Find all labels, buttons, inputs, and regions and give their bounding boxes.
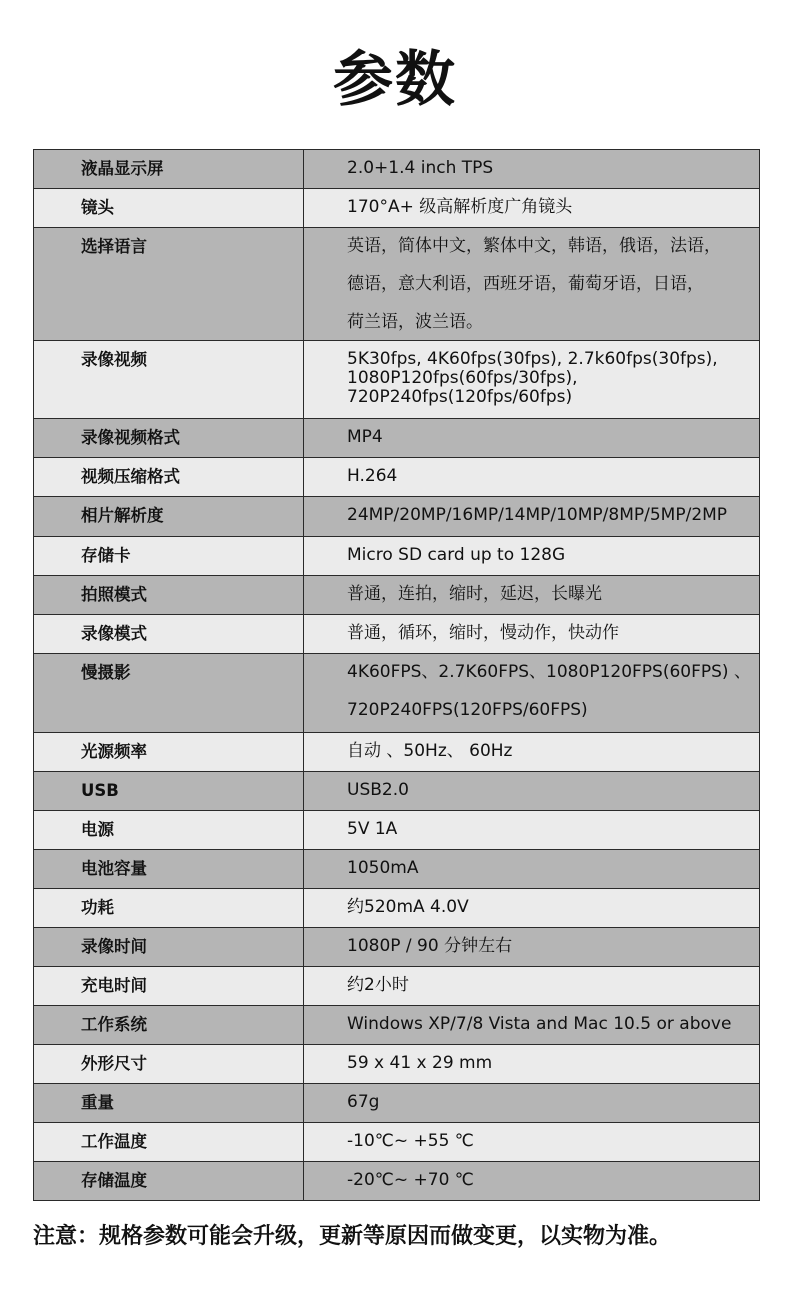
spec-value bbox=[304, 228, 760, 341]
spec-value-line: MP4 bbox=[347, 427, 383, 447]
spec-value-line: -20℃~ +70 ℃ bbox=[347, 1170, 474, 1190]
spec-row bbox=[34, 1123, 760, 1162]
spec-value-line: 德语，意大利语，西班牙语，葡萄牙语，日语， bbox=[347, 274, 704, 294]
spec-row bbox=[34, 1045, 760, 1084]
spec-label: 光源频率 bbox=[34, 733, 304, 772]
spec-row bbox=[34, 967, 760, 1006]
spec-value bbox=[304, 497, 760, 537]
spec-row bbox=[34, 889, 760, 928]
spec-row bbox=[34, 654, 760, 733]
spec-label: USB bbox=[34, 772, 304, 811]
spec-value-line: 约520mA 4.0V bbox=[347, 897, 469, 917]
spec-row bbox=[34, 419, 760, 458]
spec-value-line: 24MP/20MP/16MP/14MP/10MP/8MP/5MP/2MP bbox=[347, 505, 728, 525]
spec-value bbox=[304, 967, 760, 1006]
spec-row bbox=[34, 1162, 760, 1201]
spec-value bbox=[304, 341, 760, 419]
spec-label: 视频压缩格式 bbox=[34, 458, 304, 497]
spec-value bbox=[304, 1045, 760, 1084]
spec-value bbox=[304, 537, 760, 576]
spec-row bbox=[34, 341, 760, 419]
spec-value bbox=[304, 1084, 760, 1123]
spec-value bbox=[304, 1123, 760, 1162]
spec-value-line: H.264 bbox=[347, 466, 398, 486]
spec-value bbox=[304, 654, 760, 733]
spec-value-line: Micro SD card up to 128G bbox=[347, 545, 566, 565]
spec-row bbox=[34, 733, 760, 772]
spec-label: 电池容量 bbox=[34, 850, 304, 889]
spec-label: 功耗 bbox=[34, 889, 304, 928]
spec-label: 重量 bbox=[34, 1084, 304, 1123]
spec-value-line: 自动 、50Hz、 60Hz bbox=[347, 741, 513, 761]
spec-label: 存储卡 bbox=[34, 537, 304, 576]
spec-table bbox=[33, 149, 760, 1201]
spec-row bbox=[34, 1006, 760, 1045]
spec-label: 电源 bbox=[34, 811, 304, 850]
spec-label: 录像时间 bbox=[34, 928, 304, 967]
spec-value bbox=[304, 850, 760, 889]
disclaimer-note: 注意：规格参数可能会升级，更新等原因而做变更，以实物为准。 bbox=[33, 1224, 672, 1249]
spec-value bbox=[304, 811, 760, 850]
spec-label: 镜头 bbox=[34, 189, 304, 228]
spec-value bbox=[304, 1162, 760, 1201]
spec-value-line: 720P240FPS(120FPS/60FPS) bbox=[347, 700, 588, 720]
spec-label: 外形尺寸 bbox=[34, 1045, 304, 1084]
spec-row bbox=[34, 928, 760, 967]
spec-row bbox=[34, 576, 760, 615]
spec-value-line: 5V 1A bbox=[347, 819, 398, 839]
spec-row bbox=[34, 1084, 760, 1123]
spec-value-line: 67g bbox=[347, 1092, 380, 1112]
spec-value bbox=[304, 1006, 760, 1045]
spec-row bbox=[34, 150, 760, 189]
spec-label: 录像模式 bbox=[34, 615, 304, 654]
spec-row bbox=[34, 497, 760, 537]
spec-value bbox=[304, 889, 760, 928]
spec-value bbox=[304, 419, 760, 458]
spec-label: 充电时间 bbox=[34, 967, 304, 1006]
spec-label: 工作温度 bbox=[34, 1123, 304, 1162]
spec-value bbox=[304, 772, 760, 811]
spec-value-line: -10℃~ +55 ℃ bbox=[347, 1131, 474, 1151]
spec-value-line: 4K60FPS、2.7K60FPS、1080P120FPS(60FPS) 、 bbox=[347, 662, 751, 682]
spec-label: 慢摄影 bbox=[34, 654, 304, 733]
spec-label: 录像视频格式 bbox=[34, 419, 304, 458]
spec-label: 拍照模式 bbox=[34, 576, 304, 615]
spec-value bbox=[304, 733, 760, 772]
spec-row bbox=[34, 615, 760, 654]
spec-row bbox=[34, 811, 760, 850]
spec-value bbox=[304, 189, 760, 228]
spec-value-line: 约2小时 bbox=[347, 975, 409, 995]
spec-value bbox=[304, 615, 760, 654]
spec-row bbox=[34, 228, 760, 341]
spec-value-line: 2.0+1.4 inch TPS bbox=[347, 158, 494, 178]
spec-value-line: 59 x 41 x 29 mm bbox=[347, 1053, 493, 1073]
spec-value-line: 1080P120fps(60fps/30fps), bbox=[347, 368, 578, 388]
spec-value-line: USB2.0 bbox=[347, 780, 409, 800]
spec-value-line: 荷兰语，波兰语。 bbox=[347, 312, 483, 332]
spec-label: 相片解析度 bbox=[34, 497, 304, 537]
spec-value-line: 普通，循环，缩时，慢动作，快动作 bbox=[347, 623, 619, 643]
spec-value-line: 170°A+ 级高解析度广角镜头 bbox=[347, 197, 573, 217]
spec-row bbox=[34, 189, 760, 228]
page-title: 参数 bbox=[333, 45, 457, 115]
spec-label: 工作系统 bbox=[34, 1006, 304, 1045]
spec-row bbox=[34, 537, 760, 576]
spec-label: 液晶显示屏 bbox=[34, 150, 304, 189]
spec-value-line: Windows XP/7/8 Vista and Mac 10.5 or above bbox=[347, 1014, 732, 1034]
spec-value-line: 720P240fps(120fps/60fps) bbox=[347, 387, 573, 407]
spec-label: 存储温度 bbox=[34, 1162, 304, 1201]
spec-row bbox=[34, 772, 760, 811]
spec-value bbox=[304, 458, 760, 497]
spec-row bbox=[34, 458, 760, 497]
spec-label: 选择语言 bbox=[34, 228, 304, 341]
spec-value-line: 普通，连拍，缩时，延迟，长曝光 bbox=[347, 584, 602, 604]
spec-label: 录像视频 bbox=[34, 341, 304, 419]
spec-value-line: 5K30fps, 4K60fps(30fps), 2.7k60fps(30fps), bbox=[347, 349, 718, 369]
spec-row bbox=[34, 850, 760, 889]
spec-value-line: 1080P / 90 分钟左右 bbox=[347, 936, 513, 956]
spec-value-line: 英语，简体中文，繁体中文，韩语，俄语，法语， bbox=[347, 236, 721, 256]
spec-value bbox=[304, 150, 760, 189]
spec-value-line: 1050mA bbox=[347, 858, 419, 878]
spec-value bbox=[304, 928, 760, 967]
spec-value bbox=[304, 576, 760, 615]
